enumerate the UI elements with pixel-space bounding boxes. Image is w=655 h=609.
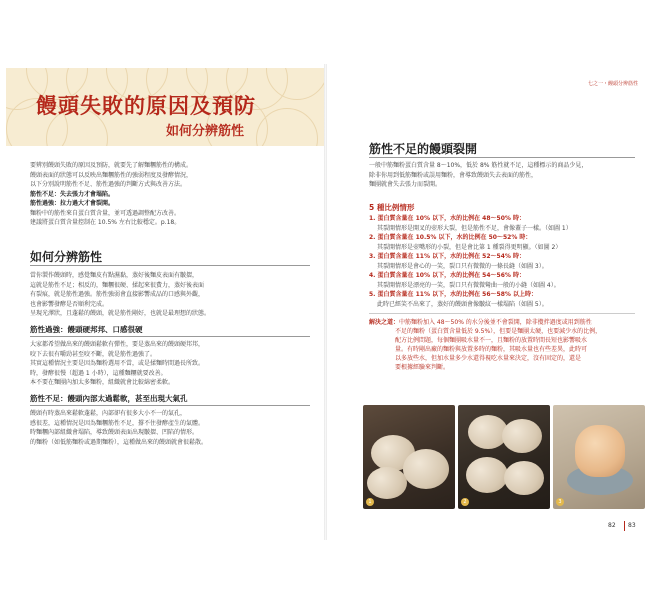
list-item-text: 此時已經笑不出來了，蒸好的饅頭會像皺紋一樣塌陷（如圖 5）。 <box>377 300 548 308</box>
text-line: 有裂痕，就是筋性過強。筋性強弱會直接影響成品的口感與外觀， <box>30 291 205 298</box>
list-item-condition: 5. 蛋白質含量在 11% 以下，水的比例在 56～58% 以上時： <box>369 291 537 298</box>
list-item-condition: 3. 蛋白質含量在 11% 以下，水的比例在 52～54% 時： <box>369 253 525 260</box>
intro-paragraph <box>369 161 635 190</box>
bun-photo <box>553 405 645 509</box>
section-paragraph <box>30 271 310 319</box>
text-line: 饅頭有時蒸出來鬆軟蓬鬆，內部卻有很多大小不一的氣孔， <box>30 410 187 417</box>
text-line: 以下分別說明筋性不足、筋性過強的判斷方式與改善方法。 <box>30 181 187 188</box>
divider <box>30 265 310 266</box>
bun-photo <box>458 405 550 509</box>
text-line: 一般中筋麵粉蛋白質含量 8～10%，低於 8% 筋性就不足，這種標示的商品少見， <box>369 162 588 169</box>
text-line: 咬下去很有嚼勁甚至咬不斷，就是筋性過強了。 <box>30 350 157 358</box>
text-line: 饅頭表面的狀態可以反映出麵糰筋性的強弱程度及發酵情況， <box>30 171 193 179</box>
text-line: 量。有時剛出廠的麵粉與放置多時的麵粉，其吸水量也有些差異，此時可 <box>395 346 588 353</box>
bun-image <box>403 449 449 489</box>
divider <box>369 157 635 158</box>
photo-number-badge: 1 <box>366 498 374 506</box>
list-item-condition: 2. 蛋白質含量在 10.5% 以下，水的比例在 50～52% 時： <box>369 234 532 241</box>
text-line: 時，發酵很慢（超過 1 小時），這種麵糰就要改善。 <box>30 369 167 377</box>
text-line: 麵團就會失去張力而裂開。 <box>369 181 442 188</box>
text-line: 建議將蛋白質含量控制在 10.5% 左右比較穩定。p.18。 <box>30 219 181 226</box>
subsection-heading: 筋性不足：饅頭內部太過鬆軟，甚至出現大氣孔 <box>30 394 188 403</box>
text-line: 也會影響發酵是否順利完成。 <box>30 300 109 308</box>
wave-decoration <box>256 108 318 146</box>
list-item-text: 其裂開情形是漂亮的一笑，裂口只有微微彎曲一般的小縫（如圖 4）。 <box>377 281 560 289</box>
note-label: 解決之道： <box>369 319 400 326</box>
text-line: 除非你用到低筋麵粉或誤用麵粉，會導致饅頭失去表面的筋性， <box>369 171 538 179</box>
solution-note <box>369 318 635 372</box>
divider <box>369 313 635 314</box>
ratio-list <box>369 214 635 309</box>
divider <box>30 405 310 406</box>
bun-image <box>367 467 407 499</box>
text-line: 麵粉中的筋性來自蛋白質含量，並可透過調整配方改善。 <box>30 209 181 217</box>
page-number: 82 <box>608 522 616 529</box>
section-heading: 如何分辨筋性 <box>30 250 103 264</box>
bun-image <box>466 457 508 493</box>
text-line: 筋性不足：失去張力才會塌陷。 <box>30 190 115 198</box>
section-heading: 筋性不足的饅頭裂開 <box>369 142 478 156</box>
photo-number-badge: 2 <box>461 498 469 506</box>
text-line: 要根據經驗來判斷。 <box>395 364 450 371</box>
page-number: 83 <box>628 522 636 529</box>
bun-image <box>502 419 542 453</box>
text-line: 以多放些水，但加水量多少水還得視吃水量來決定，沒有固定的，還是 <box>395 355 582 362</box>
photo-number-badge: 3 <box>556 498 564 506</box>
page-number-bar <box>606 520 648 532</box>
right-page <box>327 68 648 538</box>
list-item-text: 其裂開情形是會心的一笑，裂口只有微微的一條長縫（如圖 3）。 <box>377 262 548 270</box>
left-page <box>6 68 324 538</box>
page-title: 饅頭失敗的原因及預防 <box>36 93 256 118</box>
intro-paragraph <box>30 161 310 228</box>
text-line: 當你製作饅頭時，感覺麵皮有點濕黏，蒸好後麵皮表面有皺摺， <box>30 272 199 279</box>
text-line: 其實這種情況主要是因為麵粉選用不當，或是揉麵時間過長所致。 <box>30 360 205 367</box>
text-line: 配方比例問題，每個麵團吸水量不一，且麵粉的放置時間長短也影響吸水 <box>395 337 588 344</box>
text-line: 中筋麵粉加入 48～50% 的水分後並不會裂開，除非攪拌過度或用到筋性 <box>399 319 592 326</box>
text-line: 這就是筋性不足；相反的，麵糰很硬、揉起來很費力，蒸好後表面 <box>30 281 205 289</box>
subsection-paragraph <box>30 409 310 447</box>
bun-image <box>504 461 544 495</box>
list-item-condition: 1. 蛋白質含量在 10% 以下，水的比例在 48～50% 時： <box>369 215 525 222</box>
text-line: 要辨別饅頭失敗的原因及預防，就要先了解麵糰筋性的構成。 <box>30 162 193 169</box>
text-line: 呈現光澤狀，且蓬鬆的饅頭，就是筋性剛好，也就是最理想的狀態。 <box>30 310 211 317</box>
chapter-tag: 七之一・饅頭分辨筋性 <box>587 81 638 87</box>
page-subtitle: 如何分辨筋性 <box>166 124 245 139</box>
text-line: 本不要在麵團內加太多麵粉，組織就會比較綿密柔軟。 <box>30 379 175 386</box>
text-line: 感很差，這種情況是因為麵糰筋性不足，撐不住發酵產生的氣體。 <box>30 419 205 427</box>
text-line: 不足的麵粉（蛋白質含量低於 9.5%），但要是麵團太硬，也要減少水的比例， <box>395 328 602 335</box>
text-line: 大家都希望做出來的饅頭鬆軟有彈性，要是蒸出來的饅頭硬邦邦， <box>30 341 205 348</box>
header-band <box>6 68 324 146</box>
list-item-text: 其裂開情形是開叉的壺形大裂，但是筋性不足，會像蓋子一樣。（如圖 1） <box>377 224 572 232</box>
page-number-separator <box>624 521 625 531</box>
bun-image <box>575 425 625 477</box>
list-item-text: 其裂開情形是壺嘴形的小裂，但是會比第 1 種裂得更明顯。（如圖 2） <box>377 243 562 251</box>
text-line: 時麵糰內部組織會塌陷，導致饅頭表面出現皺摺、凹陷的情形。 <box>30 429 199 436</box>
list-item-condition: 4. 蛋白質含量在 10% 以下，水的比例在 54～56% 時： <box>369 272 525 279</box>
subsection-paragraph <box>30 340 310 388</box>
bun-photo <box>363 405 455 509</box>
subsection-heading: 筋性過強：饅頭硬邦邦、口感很硬 <box>30 325 143 334</box>
list-heading: 5 種比例情形 <box>369 203 415 212</box>
divider <box>30 336 310 337</box>
text-line: 筋性過強：拉力過大才會裂開。 <box>30 200 115 207</box>
text-line: 的麵粉（如低筋麵粉或過期麵粉），這種做出來的饅頭就會很鬆散。 <box>30 438 208 446</box>
